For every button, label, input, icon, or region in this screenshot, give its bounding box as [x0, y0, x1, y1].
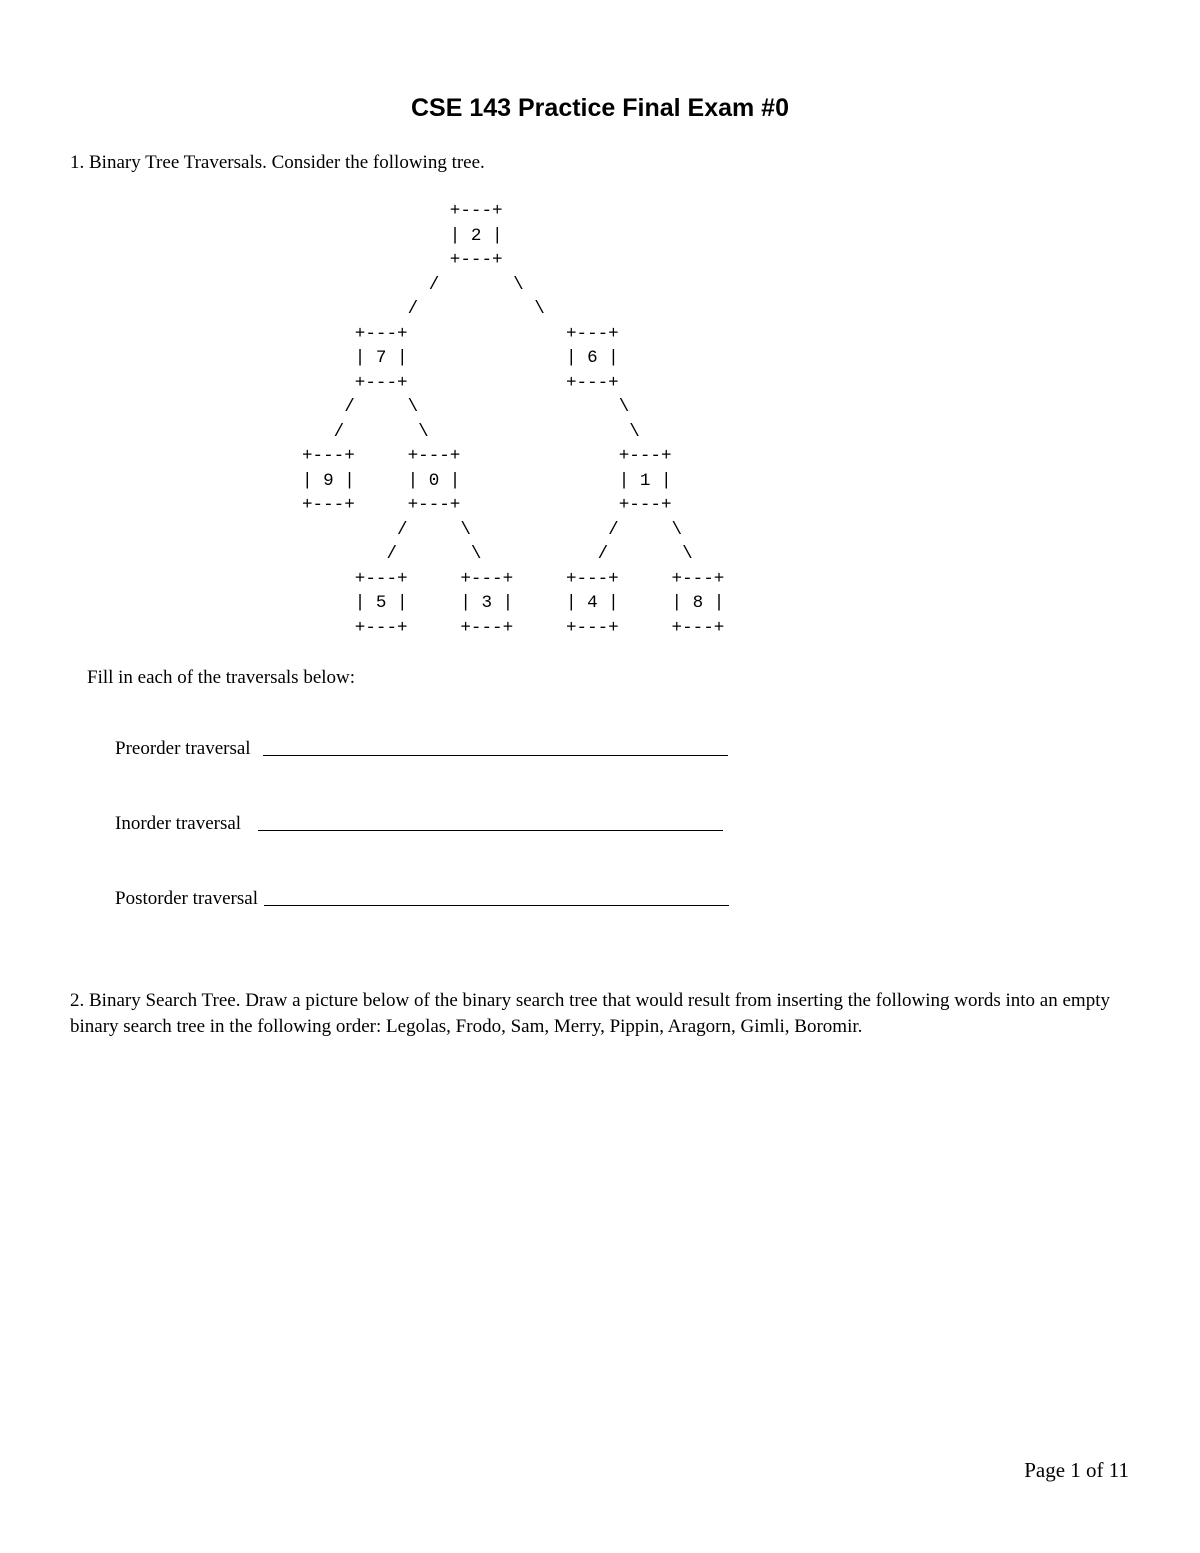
inorder-answer-line[interactable]	[258, 829, 723, 831]
preorder-label: Preorder traversal	[115, 738, 251, 759]
postorder-row	[115, 888, 729, 910]
postorder-label: Postorder traversal	[115, 888, 258, 909]
binary-tree-diagram: +---+ | 2 | +---+ / \ / \ +---+ +---+ | 7 | | 6 | +---+ +---+ / \ \ / \ \ +---+ +---+ +---+ | 9 | | 0 | | 1 | +---+ +---+ +---+ / \ / \ / \ / \ +---+ +---+ +---+ +---+ | 5 | | 3 | | 4 | | 8 | +---+ +---+ +---+ +---+	[302, 201, 725, 638]
preorder-answer-line[interactable]	[263, 754, 728, 756]
fill-in-instruction: Fill in each of the traversals below:	[87, 667, 356, 688]
page-number: Page 1 of 11	[1024, 1458, 1129, 1482]
postorder-answer-line[interactable]	[264, 904, 729, 906]
page-title: CSE 143 Practice Final Exam #0	[411, 94, 789, 122]
preorder-row	[115, 738, 728, 760]
question-1-prompt: 1. Binary Tree Traversals. Consider the following tree.	[70, 152, 485, 173]
inorder-row	[115, 813, 723, 835]
question-2-prompt: 2. Binary Search Tree. Draw a picture below of the binary search tree that would result from inserting the following words into an empty binary search tree in the following order: Legolas, Frodo, Sam, Merry, Pippin, Aragorn, Gimli, Boromir.	[70, 990, 1110, 1037]
inorder-label: Inorder traversal	[115, 813, 242, 834]
